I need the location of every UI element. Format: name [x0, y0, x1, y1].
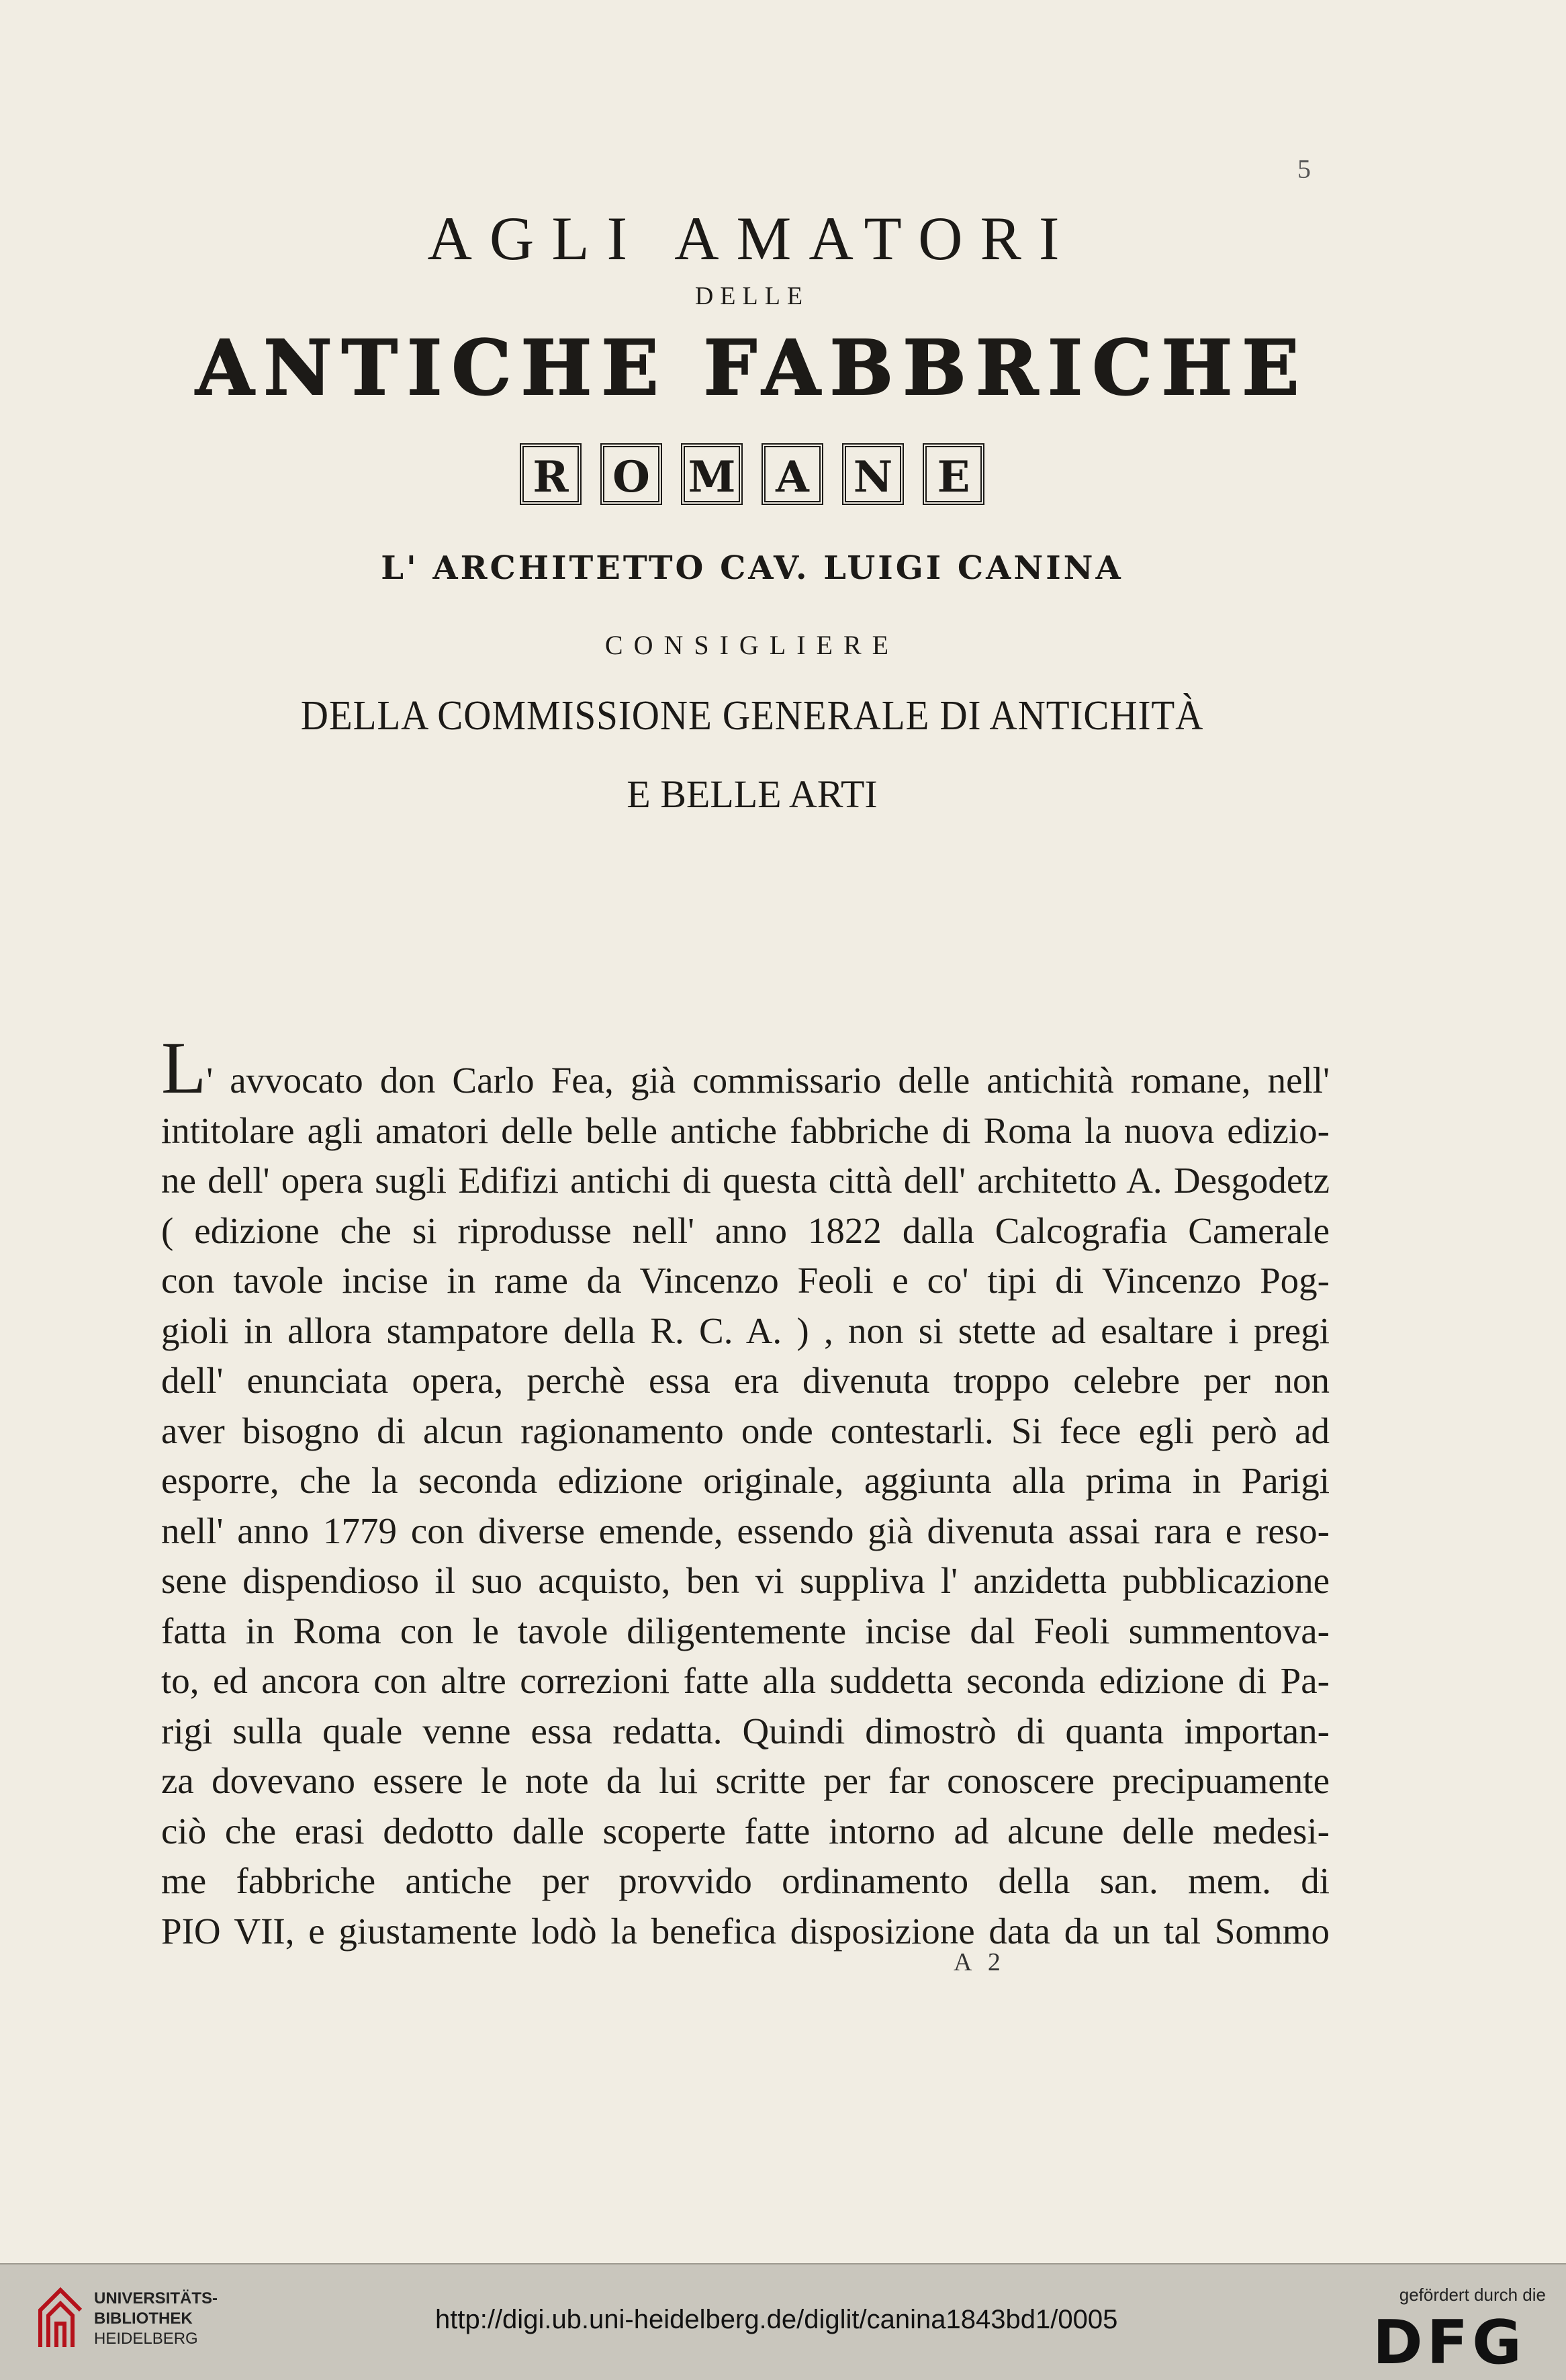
funding-note: gefördert durch die — [1399, 2285, 1546, 2305]
commission-line-2: E BELLE ARTI — [627, 772, 878, 816]
body-line: ( edizione che si riprodusse nell' anno 1822 dalla Calcografia Camerale — [161, 1209, 1330, 1251]
title-antiche-fabbriche: ANTICHE FABBRICHE — [195, 324, 1309, 412]
title-block — [161, 201, 1343, 818]
romane-letter: R — [520, 443, 582, 505]
viewer-footer — [0, 2263, 1566, 2380]
body-line: PIO VII, e giustamente lodò la benefica disposizione data da un tal Sommo — [161, 1910, 1330, 1952]
body-line: me fabbriche antiche per provvido ordinamento della san. mem. di — [161, 1860, 1330, 1901]
library-name-line: UNIVERSITÄTS- — [94, 2289, 218, 2307]
permalink-url[interactable]: http://digi.ub.uni-heidelberg.de/diglit/canina1843bd1/0005 — [435, 2305, 1118, 2334]
dfg-logo: DFG — [1372, 2307, 1526, 2378]
body-line: za dovevano essere le note da lui scritte per far conoscere precipuamente — [161, 1760, 1330, 1801]
body-line: aver bisogno di alcun ragionamento onde contestarli. Si fece egli però ad — [161, 1410, 1330, 1451]
body-line: rigi sulla quale venne essa redatta. Quindi dimostrò di quanta importan- — [161, 1710, 1330, 1751]
university-library-logo-icon — [34, 2283, 87, 2357]
page-number: 5 — [1297, 154, 1311, 184]
body-line: ne dell' opera sugli Edifizi antichi di questa città dell' architetto A. Desgodetz — [161, 1160, 1330, 1201]
body-line: intitolare agli amatori delle belle antiche fabbriche di Roma la nuova edizio- — [161, 1109, 1330, 1151]
romane-letter: M — [681, 443, 743, 505]
romane-letter: A — [762, 443, 823, 505]
body-line: esporre, che la seconda edizione originale, aggiunta alla prima in Parigi — [161, 1460, 1330, 1501]
body-line: con tavole incise in rame da Vincenzo Feoli e co' tipi di Vincenzo Pog- — [161, 1260, 1330, 1301]
romane-letter: N — [842, 443, 904, 505]
romane-letter: E — [923, 443, 984, 505]
body-line: gioli in allora stampatore della R. C. A. ) , non si stette ad esaltare i pregi — [161, 1310, 1330, 1351]
library-name-line: HEIDELBERG — [94, 2330, 198, 2348]
drop-cap: L — [161, 1027, 207, 1109]
title-romane — [161, 443, 1343, 505]
title-dedication: AGLI AMATORI — [427, 204, 1077, 273]
body-line: L' avvocato don Carlo Fea, già commissario delle antichità romane, nell' — [161, 1027, 1330, 1109]
body-line-text: avvocato don Carlo Fea, già commissario delle antichità romane, nell' — [230, 1060, 1330, 1101]
title-delle: DELLE — [694, 282, 810, 310]
body-line: ciò che erasi dedotto dalle scoperte fatte intorno ad alcune delle medesi- — [161, 1810, 1330, 1851]
role-line: CONSIGLIERE — [604, 630, 900, 660]
body-line: nell' anno 1779 con diverse emende, essendo già divenuta assai rara e reso- — [161, 1510, 1330, 1551]
author-line: L' ARCHITETTO CAV. LUIGI CANINA — [381, 549, 1123, 587]
body-paragraph — [161, 1027, 1330, 1956]
body-line: sene dispendioso il suo acquisto, ben vi suppliva l' anzidetta pubblicazione — [161, 1560, 1330, 1601]
commission-line: DELLA COMMISSIONE GENERALE DI ANTICHITÀ — [300, 693, 1204, 739]
body-line: fatta in Roma con le tavole diligentemente incise dal Feoli summentova- — [161, 1610, 1330, 1651]
body-line: dell' enunciata opera, perchè essa era divenuta troppo celebre per non — [161, 1360, 1330, 1401]
signature-mark: A 2 — [954, 1948, 1006, 1976]
library-name-line: BIBLIOTHEK — [94, 2309, 193, 2328]
library-name — [94, 2289, 218, 2349]
romane-letter: O — [600, 443, 662, 505]
body-line: to, ed ancora con altre correzioni fatte alla suddetta seconda edizione di Pa- — [161, 1660, 1330, 1701]
